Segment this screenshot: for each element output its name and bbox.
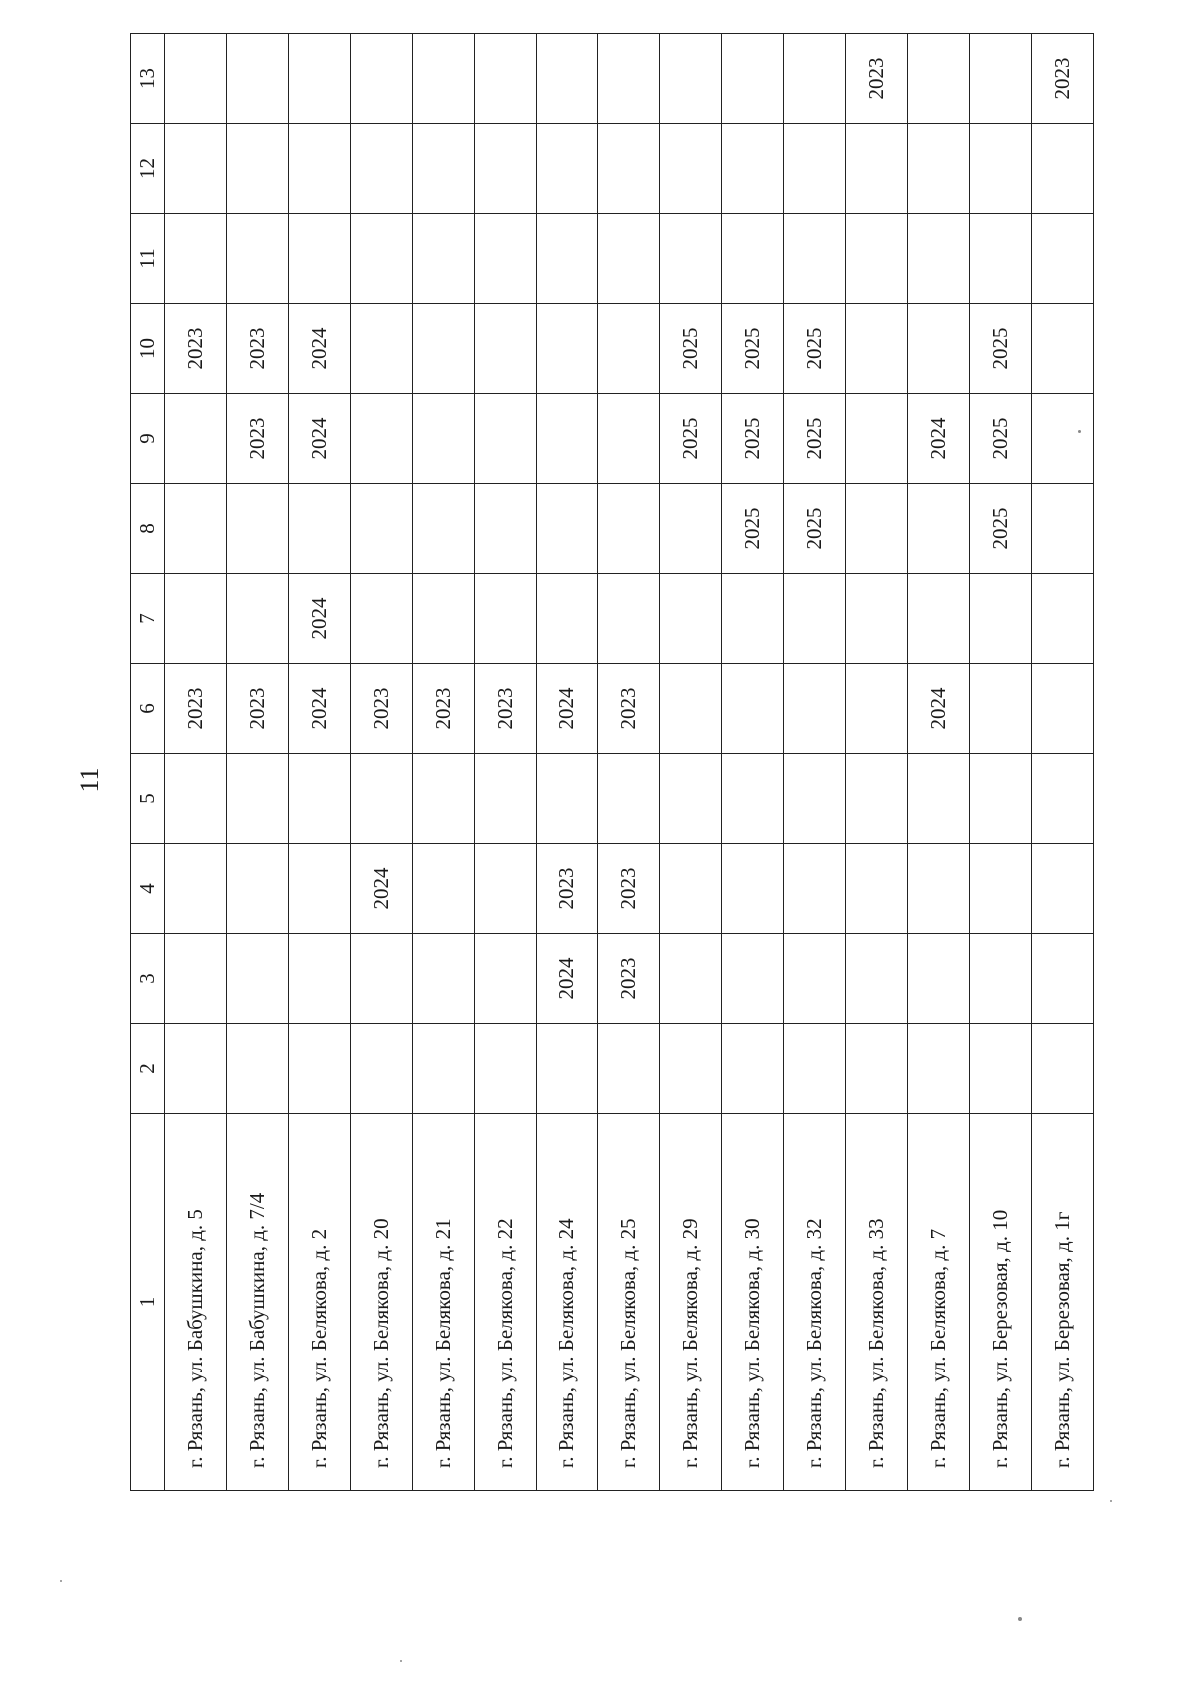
year-cell (846, 394, 908, 484)
year-cell: 2024 (536, 664, 598, 754)
year-cell (784, 754, 846, 844)
year-cell (350, 1024, 412, 1114)
year-cell (784, 1024, 846, 1114)
address-cell: г. Рязань, ул. Белякова, д. 33 (846, 1114, 908, 1491)
year-cell (165, 34, 227, 124)
year-cell (165, 394, 227, 484)
table-row (350, 34, 412, 1491)
address-cell: г. Рязань, ул. Березовая, д. 1г (1031, 1114, 1093, 1491)
year-cell: 2025 (722, 304, 784, 394)
year-cell: 2023 (226, 304, 288, 394)
column-header: 4 (131, 844, 165, 934)
year-cell (660, 754, 722, 844)
year-cell (969, 664, 1031, 754)
year-cell: 2023 (165, 304, 227, 394)
year-cell (784, 124, 846, 214)
year-cell: 2024 (908, 394, 970, 484)
year-cell: 2025 (660, 304, 722, 394)
year-cell (1031, 1024, 1093, 1114)
table-body (165, 34, 1094, 1491)
year-cell: 2025 (660, 394, 722, 484)
address-cell: г. Рязань, ул. Белякова, д. 29 (660, 1114, 722, 1491)
column-header: 8 (131, 484, 165, 574)
year-cell (598, 484, 660, 574)
year-cell (598, 304, 660, 394)
year-cell: 2023 (165, 664, 227, 754)
year-cell (846, 664, 908, 754)
year-cell (474, 934, 536, 1024)
year-cell (784, 844, 846, 934)
address-cell: г. Рязань, ул. Белякова, д. 20 (350, 1114, 412, 1491)
year-cell (1031, 484, 1093, 574)
year-cell (722, 754, 784, 844)
address-cell: г. Рязань, ул. Бабушкина, д. 7/4 (226, 1114, 288, 1491)
table-row (288, 34, 350, 1491)
year-cell (350, 934, 412, 1024)
year-cell: 2023 (226, 394, 288, 484)
address-cell: г. Рязань, ул. Белякова, д. 7 (908, 1114, 970, 1491)
table-row (474, 34, 536, 1491)
year-cell (784, 214, 846, 304)
year-cell (784, 574, 846, 664)
column-header: 9 (131, 394, 165, 484)
table-row (536, 34, 598, 1491)
year-cell (908, 124, 970, 214)
schedule-table (130, 33, 1094, 1491)
year-cell (412, 34, 474, 124)
year-cell (660, 484, 722, 574)
year-cell: 2025 (784, 484, 846, 574)
year-cell (226, 214, 288, 304)
year-cell (1031, 754, 1093, 844)
year-cell (908, 574, 970, 664)
year-cell: 2025 (722, 484, 784, 574)
year-cell (846, 214, 908, 304)
year-cell (722, 214, 784, 304)
year-cell (226, 1024, 288, 1114)
year-cell (598, 34, 660, 124)
year-cell (846, 844, 908, 934)
year-cell: 2025 (784, 304, 846, 394)
year-cell (1031, 394, 1093, 484)
year-cell (288, 844, 350, 934)
year-cell (536, 34, 598, 124)
year-cell (536, 1024, 598, 1114)
scan-speck (1078, 430, 1081, 433)
year-cell (288, 214, 350, 304)
year-cell (908, 934, 970, 1024)
year-cell: 2024 (536, 934, 598, 1024)
year-cell: 2025 (969, 394, 1031, 484)
year-cell (350, 34, 412, 124)
year-cell (536, 574, 598, 664)
scan-speck (1110, 1500, 1112, 1502)
year-cell: 2023 (536, 844, 598, 934)
year-cell (969, 214, 1031, 304)
year-cell (536, 214, 598, 304)
year-cell: 2024 (288, 664, 350, 754)
year-cell (350, 484, 412, 574)
column-header: 7 (131, 574, 165, 664)
year-cell (536, 124, 598, 214)
year-cell (288, 124, 350, 214)
year-cell (226, 34, 288, 124)
year-cell (350, 394, 412, 484)
year-cell: 2023 (474, 664, 536, 754)
page-number: 11 (75, 767, 104, 793)
year-cell (350, 754, 412, 844)
year-cell (226, 754, 288, 844)
year-cell (226, 124, 288, 214)
year-cell (350, 214, 412, 304)
year-cell (474, 304, 536, 394)
year-cell (536, 304, 598, 394)
address-cell: г. Рязань, ул. Березовая, д. 10 (969, 1114, 1031, 1491)
year-cell (165, 1024, 227, 1114)
year-cell (474, 484, 536, 574)
year-cell (969, 34, 1031, 124)
year-cell: 2025 (969, 484, 1031, 574)
address-cell: г. Рязань, ул. Белякова, д. 22 (474, 1114, 536, 1491)
year-cell: 2024 (288, 394, 350, 484)
year-cell (908, 304, 970, 394)
year-cell (908, 484, 970, 574)
year-cell (165, 574, 227, 664)
year-cell: 2025 (722, 394, 784, 484)
address-cell: г. Рязань, ул. Бабушкина, д. 5 (165, 1114, 227, 1491)
year-cell (536, 484, 598, 574)
year-cell: 2024 (288, 574, 350, 664)
year-cell: 2024 (350, 844, 412, 934)
year-cell (660, 844, 722, 934)
year-cell (598, 1024, 660, 1114)
year-cell (660, 214, 722, 304)
address-cell: г. Рязань, ул. Белякова, д. 2 (288, 1114, 350, 1491)
year-cell: 2024 (288, 304, 350, 394)
year-cell (784, 934, 846, 1024)
year-cell (1031, 844, 1093, 934)
year-cell (1031, 124, 1093, 214)
year-cell (908, 844, 970, 934)
year-cell (1031, 934, 1093, 1024)
year-cell (969, 1024, 1031, 1114)
column-header: 2 (131, 1024, 165, 1114)
year-cell (165, 934, 227, 1024)
year-cell (969, 934, 1031, 1024)
year-cell (969, 844, 1031, 934)
year-cell (412, 484, 474, 574)
year-cell (846, 304, 908, 394)
year-cell (660, 934, 722, 1024)
year-cell (412, 214, 474, 304)
year-cell (474, 394, 536, 484)
table-row (846, 34, 908, 1491)
column-header: 5 (131, 754, 165, 844)
year-cell: 2025 (969, 304, 1031, 394)
year-cell (846, 124, 908, 214)
year-cell (660, 574, 722, 664)
column-header: 3 (131, 934, 165, 1024)
table-rotation-frame (130, 49, 1094, 1491)
year-cell (846, 934, 908, 1024)
column-header: 6 (131, 664, 165, 754)
table-row (165, 34, 227, 1491)
year-cell (969, 574, 1031, 664)
year-cell: 2023 (226, 664, 288, 754)
table-row (908, 34, 970, 1491)
year-cell (722, 574, 784, 664)
year-cell (784, 34, 846, 124)
year-cell (722, 664, 784, 754)
year-cell (474, 34, 536, 124)
year-cell (412, 844, 474, 934)
year-cell (412, 124, 474, 214)
year-cell: 2024 (908, 664, 970, 754)
year-cell (598, 214, 660, 304)
year-cell (722, 844, 784, 934)
year-cell (288, 34, 350, 124)
table-row (598, 34, 660, 1491)
table-header-row (131, 34, 165, 1491)
year-cell (474, 214, 536, 304)
year-cell (908, 214, 970, 304)
column-header: 12 (131, 124, 165, 214)
table-row (969, 34, 1031, 1491)
year-cell (474, 124, 536, 214)
year-cell (908, 34, 970, 124)
address-cell: г. Рязань, ул. Белякова, д. 30 (722, 1114, 784, 1491)
column-header: 10 (131, 304, 165, 394)
year-cell (536, 754, 598, 844)
column-header: 13 (131, 34, 165, 124)
year-cell (722, 34, 784, 124)
year-cell (412, 754, 474, 844)
year-cell (598, 124, 660, 214)
year-cell (226, 574, 288, 664)
table-row (226, 34, 288, 1491)
year-cell: 2023 (412, 664, 474, 754)
year-cell (660, 34, 722, 124)
address-cell: г. Рязань, ул. Белякова, д. 32 (784, 1114, 846, 1491)
year-cell (660, 664, 722, 754)
year-cell (350, 574, 412, 664)
year-cell (288, 484, 350, 574)
year-cell (969, 754, 1031, 844)
year-cell: 2025 (784, 394, 846, 484)
year-cell (722, 124, 784, 214)
scan-speck (1018, 1617, 1022, 1621)
year-cell (474, 1024, 536, 1114)
year-cell: 2023 (1031, 34, 1093, 124)
year-cell (165, 844, 227, 934)
scan-speck (60, 1580, 62, 1582)
table-row (784, 34, 846, 1491)
year-cell (598, 394, 660, 484)
year-cell (846, 1024, 908, 1114)
year-cell (1031, 304, 1093, 394)
year-cell (908, 1024, 970, 1114)
column-header: 11 (131, 214, 165, 304)
year-cell (1031, 664, 1093, 754)
year-cell (660, 1024, 722, 1114)
year-cell (226, 844, 288, 934)
year-cell (288, 1024, 350, 1114)
year-cell (846, 574, 908, 664)
year-cell (598, 574, 660, 664)
year-cell (536, 394, 598, 484)
scan-speck (400, 1660, 402, 1662)
address-cell: г. Рязань, ул. Белякова, д. 24 (536, 1114, 598, 1491)
year-cell (474, 844, 536, 934)
table-row (412, 34, 474, 1491)
year-cell (1031, 214, 1093, 304)
year-cell (226, 934, 288, 1024)
column-header: 1 (131, 1114, 165, 1491)
address-cell: г. Рязань, ул. Белякова, д. 25 (598, 1114, 660, 1491)
table-row (722, 34, 784, 1491)
year-cell (288, 934, 350, 1024)
year-cell: 2023 (846, 34, 908, 124)
year-cell (412, 304, 474, 394)
year-cell: 2023 (598, 664, 660, 754)
year-cell (226, 484, 288, 574)
year-cell (474, 574, 536, 664)
year-cell (722, 934, 784, 1024)
year-cell (908, 754, 970, 844)
address-cell: г. Рязань, ул. Белякова, д. 21 (412, 1114, 474, 1491)
year-cell (846, 484, 908, 574)
year-cell (722, 1024, 784, 1114)
year-cell (474, 754, 536, 844)
year-cell (350, 124, 412, 214)
year-cell (412, 394, 474, 484)
year-cell: 2023 (598, 934, 660, 1024)
table-row (660, 34, 722, 1491)
year-cell (598, 754, 660, 844)
year-cell: 2023 (598, 844, 660, 934)
table-row (1031, 34, 1093, 1491)
year-cell (412, 574, 474, 664)
year-cell (165, 214, 227, 304)
year-cell (1031, 574, 1093, 664)
year-cell: 2023 (350, 664, 412, 754)
year-cell (165, 754, 227, 844)
year-cell (412, 1024, 474, 1114)
year-cell (660, 124, 722, 214)
year-cell (846, 754, 908, 844)
year-cell (350, 304, 412, 394)
year-cell (288, 754, 350, 844)
year-cell (784, 664, 846, 754)
year-cell (165, 484, 227, 574)
year-cell (412, 934, 474, 1024)
year-cell (969, 124, 1031, 214)
year-cell (165, 124, 227, 214)
